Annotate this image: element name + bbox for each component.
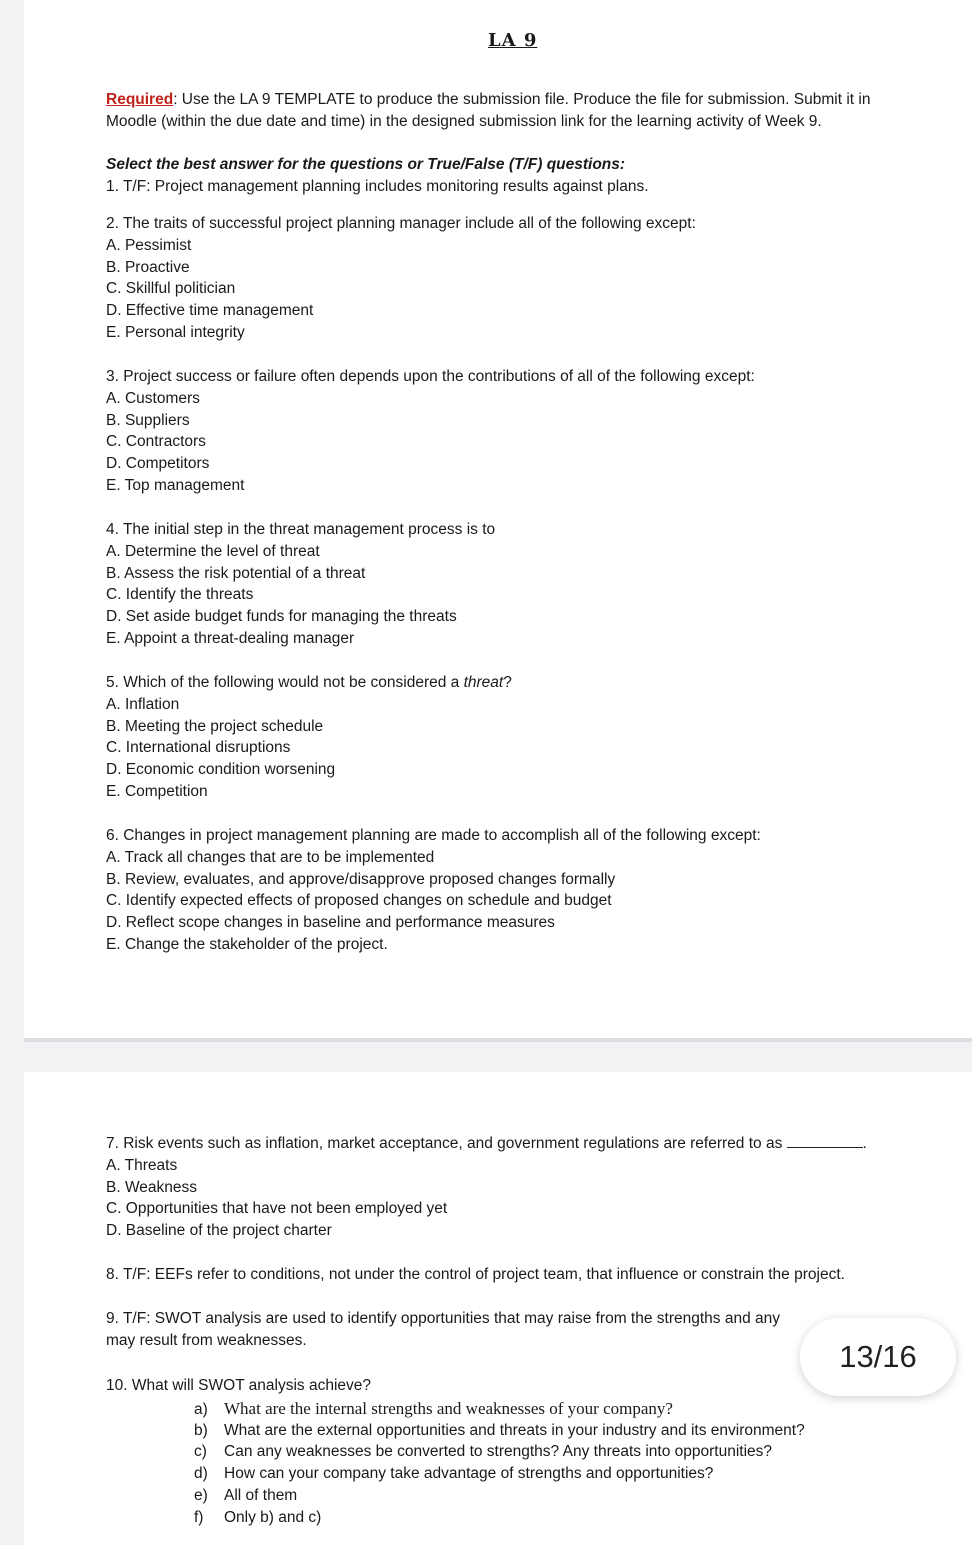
answer-option: C. Opportunities that have not been employed yet bbox=[106, 1200, 448, 1218]
question-stem-line1: 9. T/F: SWOT analysis are used to identify opportunities that may raise from the strengths and any bbox=[106, 1310, 781, 1327]
answer-option: C. Contractors bbox=[106, 433, 206, 451]
question-stem bbox=[106, 672, 512, 694]
answer-option: B. Suppliers bbox=[106, 411, 190, 429]
question-5 bbox=[106, 672, 512, 803]
question-8 bbox=[106, 1264, 845, 1286]
answer-option bbox=[194, 1507, 805, 1529]
answer-option: C. Identify the threats bbox=[106, 586, 254, 604]
required-label: Required bbox=[106, 91, 174, 108]
question-stem-text: 5. Which of the following would not be considered a bbox=[106, 674, 464, 691]
answer-option: A. Track all changes that are to be implemented bbox=[106, 848, 435, 866]
option-letter: b) bbox=[194, 1421, 208, 1439]
answer-option: E. Top management bbox=[106, 476, 245, 494]
page-indicator-badge: 13/16 bbox=[800, 1318, 956, 1396]
answer-option: B. Review, evaluates, and approve/disapprove proposed changes formally bbox=[106, 870, 616, 888]
option-letter: e) bbox=[194, 1486, 208, 1504]
question-stem-end: . bbox=[862, 1135, 867, 1152]
answer-option: B. Meeting the project schedule bbox=[106, 717, 324, 735]
question-stem: 6. Changes in project management planning are made to accomplish all of the following except: bbox=[106, 827, 761, 844]
answer-option: C. International disruptions bbox=[106, 739, 291, 757]
answer-option: D. Reflect scope changes in baseline and performance measures bbox=[106, 914, 555, 932]
option-text: Only b) and c) bbox=[224, 1508, 322, 1526]
option-text: Can any weaknesses be converted to strengths? Any threats into opportunities? bbox=[224, 1443, 773, 1461]
answer-option: E. Appoint a threat-dealing manager bbox=[106, 629, 355, 647]
answer-option: E. Competition bbox=[106, 782, 208, 800]
question-stem-emphasis: threat bbox=[463, 674, 504, 691]
question-stem bbox=[106, 1133, 867, 1155]
required-paragraph bbox=[106, 89, 870, 133]
answer-option: A. Customers bbox=[106, 389, 200, 407]
required-text-line2: Moodle (within the due date and time) in the designed submission link for the learning activity of Week 9. bbox=[106, 113, 822, 130]
answer-option: B. Weakness bbox=[106, 1178, 198, 1196]
answer-option: E. Personal integrity bbox=[106, 323, 245, 341]
answer-options bbox=[194, 1398, 805, 1529]
question-stem: 4. The initial step in the threat management process is to bbox=[106, 521, 496, 538]
question-stem: 2. The traits of successful project planning manager include all of the following except: bbox=[106, 215, 696, 232]
question-2 bbox=[106, 213, 696, 344]
answer-option: D. Competitors bbox=[106, 455, 210, 473]
question-stem-line2: may result from weaknesses. bbox=[106, 1331, 307, 1349]
option-letter: d) bbox=[194, 1465, 208, 1483]
option-letter: f) bbox=[194, 1508, 204, 1526]
question-3 bbox=[106, 366, 755, 497]
document-title: LA 9 bbox=[488, 30, 538, 51]
answer-option: D. Effective time management bbox=[106, 302, 314, 320]
required-text-line1: : Use the LA 9 TEMPLATE to produce the submission file. Produce the file for submission. Submit it in bbox=[173, 91, 871, 108]
answer-option: A. Threats bbox=[106, 1156, 178, 1174]
question-stem: 1. T/F: Project management planning includes monitoring results against plans. bbox=[106, 178, 649, 195]
option-text: All of them bbox=[224, 1486, 298, 1504]
question-6 bbox=[106, 825, 761, 956]
option-text: What are the internal strengths and weaknesses of your company? bbox=[224, 1398, 673, 1418]
answer-option: D. Set aside budget funds for managing the threats bbox=[106, 608, 457, 626]
answer-option bbox=[194, 1441, 805, 1463]
answer-option bbox=[194, 1485, 805, 1507]
option-letter: a) bbox=[194, 1400, 208, 1418]
instructions-heading: Select the best answer for the questions or True/False (T/F) questions: bbox=[106, 156, 626, 173]
answer-option: C. Identify expected effects of proposed changes on schedule and budget bbox=[106, 892, 612, 910]
answer-option: B. Proactive bbox=[106, 258, 190, 276]
question-9 bbox=[106, 1308, 780, 1352]
question-stem-text: 7. Risk events such as inflation, market acceptance, and government regulations are referred to as bbox=[106, 1135, 783, 1152]
fill-in-blank bbox=[787, 1133, 863, 1148]
question-10 bbox=[106, 1375, 805, 1529]
answer-option: B. Assess the risk potential of a threat bbox=[106, 564, 366, 582]
option-letter: c) bbox=[194, 1443, 207, 1461]
answer-option: A. Determine the level of threat bbox=[106, 542, 320, 560]
answer-option bbox=[194, 1420, 805, 1442]
answer-option bbox=[194, 1398, 805, 1420]
question-1 bbox=[106, 176, 649, 198]
question-4 bbox=[106, 519, 495, 650]
answer-option: A. Inflation bbox=[106, 695, 180, 713]
question-stem-end: ? bbox=[503, 674, 512, 691]
option-text: What are the external opportunities and threats in your industry and its environment? bbox=[224, 1421, 805, 1439]
page-separator bbox=[24, 1038, 972, 1042]
answer-option: C. Skillful politician bbox=[106, 280, 236, 298]
answer-option: D. Baseline of the project charter bbox=[106, 1222, 332, 1240]
question-7 bbox=[106, 1133, 867, 1242]
option-text: How can your company take advantage of strengths and opportunities? bbox=[224, 1465, 714, 1483]
answer-option: A. Pessimist bbox=[106, 236, 192, 254]
answer-option: E. Change the stakeholder of the project. bbox=[106, 935, 388, 953]
question-stem: 10. What will SWOT analysis achieve? bbox=[106, 1377, 372, 1394]
answer-option bbox=[194, 1463, 805, 1485]
question-stem: 8. T/F: EEFs refer to conditions, not under the control of project team, that influence or constrain the project. bbox=[106, 1266, 845, 1283]
answer-option: D. Economic condition worsening bbox=[106, 761, 336, 779]
question-stem: 3. Project success or failure often depends upon the contributions of all of the following except: bbox=[106, 368, 755, 385]
